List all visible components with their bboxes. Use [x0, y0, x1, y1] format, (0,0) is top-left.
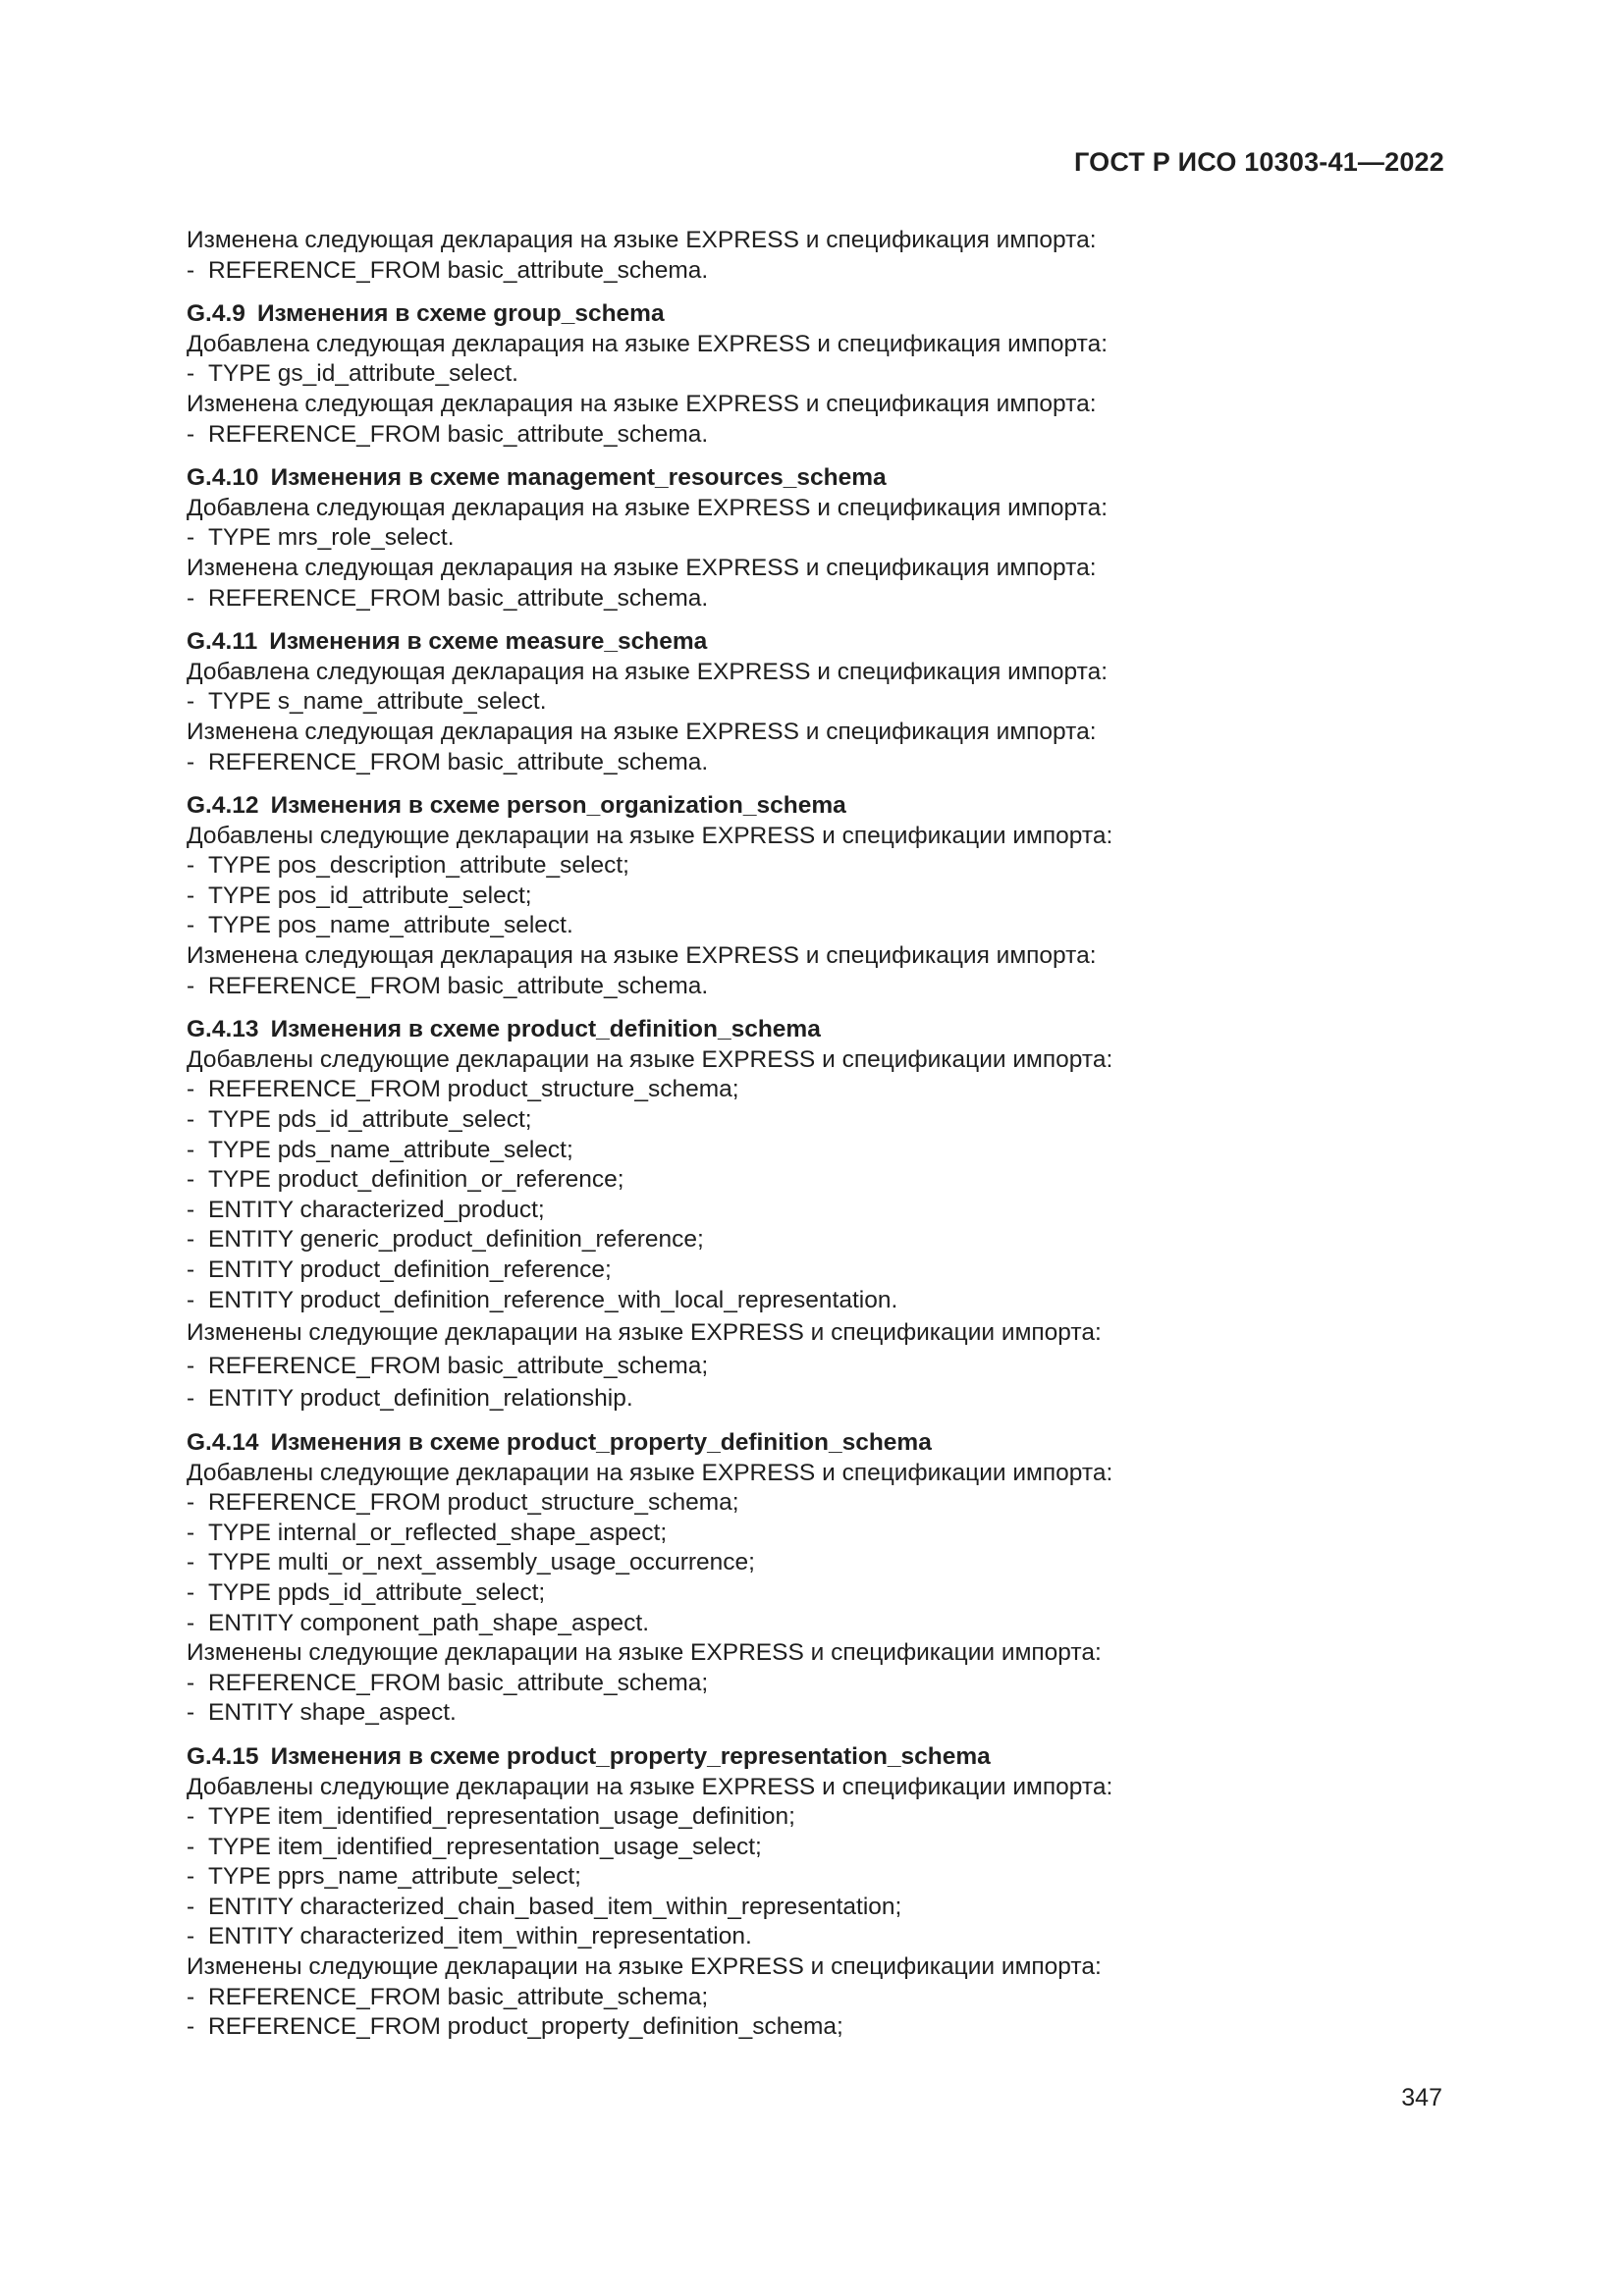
list-item — [187, 972, 1453, 1002]
dash-marker: - — [187, 1669, 195, 1696]
list-item — [187, 1255, 1453, 1286]
dash-marker: - — [187, 1489, 195, 1517]
list-item-text: ENTITY generic_product_definition_reference; — [208, 1226, 704, 1254]
section-g-4-9 — [187, 299, 1453, 450]
section-title: Изменения в схеме group_schema — [256, 300, 665, 328]
document-header: ГОСТ Р ИСО 10303-41—2022 — [1074, 147, 1444, 177]
list-item-text: REFERENCE_FROM basic_attribute_schema. — [208, 748, 709, 775]
section-number: G.4.9 — [187, 300, 245, 328]
section-number: G.4.15 — [187, 1742, 259, 1770]
dash-marker: - — [187, 1166, 195, 1194]
list-item-text: ENTITY characterized_item_within_representation. — [208, 1923, 752, 1950]
list-item — [187, 1983, 1453, 2013]
list-item-text: ENTITY product_definition_reference; — [208, 1256, 612, 1283]
list-item-text: REFERENCE_FROM product_structure_schema; — [208, 1489, 739, 1517]
section-heading — [187, 1015, 1453, 1045]
section-number: G.4.13 — [187, 1016, 259, 1043]
list-item-text: TYPE item_identified_representation_usage_definition; — [208, 1803, 795, 1831]
list-item — [187, 1578, 1453, 1609]
list-item — [187, 1105, 1453, 1136]
document-body — [187, 226, 1453, 2043]
dash-marker: - — [187, 1699, 195, 1727]
paragraph: Добавлены следующие декларации на языке EXPRESS и спецификации импорта: — [187, 1773, 1113, 1800]
list-item — [187, 359, 1453, 390]
list-item — [187, 881, 1453, 912]
section-heading — [187, 791, 1453, 822]
list-item — [187, 1548, 1453, 1578]
section-heading — [187, 1742, 1453, 1773]
section-g-4-10 — [187, 463, 1453, 614]
list-item — [187, 851, 1453, 881]
dash-marker: - — [187, 1803, 195, 1831]
paragraph: Добавлена следующая декларация на языке EXPRESS и спецификация импорта: — [187, 494, 1109, 521]
paragraph: Изменена следующая декларация на языке EXPRESS и спецификация импорта: — [187, 554, 1097, 581]
list-item-text: REFERENCE_FROM basic_attribute_schema. — [208, 584, 709, 612]
dash-marker: - — [187, 1833, 195, 1860]
list-item-text: REFERENCE_FROM basic_attribute_schema; — [208, 1352, 709, 1379]
dash-marker: - — [187, 912, 195, 939]
dash-marker: - — [187, 1256, 195, 1283]
dash-marker: - — [187, 1923, 195, 1950]
section-number: G.4.11 — [187, 628, 258, 656]
dash-marker: - — [187, 881, 195, 909]
list-item-text: ENTITY component_path_shape_aspect. — [208, 1609, 650, 1636]
list-item-text: TYPE mrs_role_select. — [208, 524, 455, 552]
section-title: Изменения в схеме product_property_representation_schema — [270, 1742, 991, 1770]
list-item — [187, 1225, 1453, 1255]
paragraph: Изменены следующие декларации на языке EXPRESS и спецификации импорта: — [187, 1319, 1102, 1347]
list-item — [187, 1286, 1453, 1316]
dash-marker: - — [187, 1549, 195, 1576]
dash-marker: - — [187, 1352, 195, 1379]
list-item-text: REFERENCE_FROM product_property_definition_schema; — [208, 2013, 843, 2041]
paragraph: Изменена следующая декларация на языке EXPRESS и спецификация импорта: — [187, 390, 1097, 417]
dash-marker: - — [187, 1106, 195, 1134]
list-item — [187, 1669, 1453, 1699]
list-item-text: ENTITY product_definition_reference_with_local_representation. — [208, 1286, 898, 1313]
dash-marker: - — [187, 688, 195, 716]
paragraph: Добавлены следующие декларации на языке EXPRESS и спецификации импорта: — [187, 1459, 1113, 1486]
paragraph: Добавлена следующая декларация на языке EXPRESS и спецификация импорта: — [187, 330, 1109, 357]
list-item — [187, 1698, 1453, 1729]
dash-marker: - — [187, 256, 195, 284]
list-item-text: TYPE item_identified_representation_usage_select; — [208, 1833, 762, 1860]
paragraph: Добавлены следующие декларации на языке EXPRESS и спецификации импорта: — [187, 822, 1113, 849]
list-item-text: TYPE internal_or_reflected_shape_aspect; — [208, 1519, 668, 1546]
list-item — [187, 256, 1453, 287]
list-item-text: TYPE pos_name_attribute_select. — [208, 912, 573, 939]
list-item — [187, 911, 1453, 941]
list-item — [187, 1196, 1453, 1226]
list-item-text: ENTITY characterized_chain_based_item_within_representation; — [208, 1893, 902, 1920]
section-title: Изменения в схеме product_definition_schema — [270, 1016, 821, 1043]
list-item — [187, 2012, 1453, 2043]
page-number: 347 — [1401, 2084, 1442, 2111]
list-item — [187, 1833, 1453, 1863]
list-item — [187, 420, 1453, 451]
list-item — [187, 1352, 1453, 1382]
dash-marker: - — [187, 972, 195, 999]
list-item — [187, 1519, 1453, 1549]
list-item — [187, 1488, 1453, 1519]
dash-marker: - — [187, 1893, 195, 1920]
list-item-text: REFERENCE_FROM basic_attribute_schema. — [208, 972, 709, 999]
section-title: Изменения в схеме person_organization_schema — [270, 792, 846, 820]
list-item — [187, 1609, 1453, 1639]
list-item-text: TYPE s_name_attribute_select. — [208, 688, 547, 716]
list-item-text: ENTITY product_definition_relationship. — [208, 1385, 633, 1413]
dash-marker: - — [187, 1196, 195, 1223]
section-heading — [187, 1428, 1453, 1459]
section-g-4-11 — [187, 627, 1453, 777]
dash-marker: - — [187, 1863, 195, 1891]
dash-marker: - — [187, 420, 195, 448]
dash-marker: - — [187, 1286, 195, 1313]
section-g-4-14 — [187, 1428, 1453, 1729]
list-item — [187, 523, 1453, 554]
list-item-text: TYPE ppds_id_attribute_select; — [208, 1578, 546, 1606]
paragraph: Изменена следующая декларация на языке EXPRESS и спецификация импорта: — [187, 718, 1097, 745]
list-item-text: ENTITY characterized_product; — [208, 1196, 545, 1223]
list-item-text: REFERENCE_FROM basic_attribute_schema; — [208, 1983, 709, 2010]
list-item — [187, 1922, 1453, 1952]
dash-marker: - — [187, 524, 195, 552]
paragraph: Изменена следующая декларация на языке EXPRESS и спецификация импорта: — [187, 227, 1097, 253]
list-item-text: TYPE product_definition_or_reference; — [208, 1166, 624, 1194]
list-item-text: ENTITY shape_aspect. — [208, 1699, 457, 1727]
dash-marker: - — [187, 852, 195, 880]
dash-marker: - — [187, 1983, 195, 2010]
paragraph: Изменена следующая декларация на языке EXPRESS и спецификация импорта: — [187, 942, 1097, 970]
list-item-text: TYPE pds_name_attribute_select; — [208, 1136, 573, 1163]
list-item-text: REFERENCE_FROM product_structure_schema; — [208, 1076, 739, 1103]
section-number: G.4.14 — [187, 1428, 259, 1456]
dash-marker: - — [187, 748, 195, 775]
section-title: Изменения в схеме management_resources_schema — [270, 464, 887, 492]
list-item-text: TYPE pos_id_attribute_select; — [208, 881, 532, 909]
list-item — [187, 1862, 1453, 1893]
section-title: Изменения в схеме measure_schema — [269, 628, 708, 656]
list-item — [187, 1165, 1453, 1196]
dash-marker: - — [187, 1136, 195, 1163]
list-item — [187, 584, 1453, 614]
section-g-4-13 — [187, 1015, 1453, 1415]
list-item-text: TYPE gs_id_attribute_select. — [208, 360, 518, 388]
dash-marker: - — [187, 1076, 195, 1103]
list-item-text: REFERENCE_FROM basic_attribute_schema. — [208, 256, 709, 284]
dash-marker: - — [187, 1385, 195, 1413]
list-item — [187, 687, 1453, 718]
list-item-text: TYPE pos_description_attribute_select; — [208, 852, 629, 880]
paragraph: Добавлена следующая декларация на языке EXPRESS и спецификация импорта: — [187, 658, 1109, 685]
dash-marker: - — [187, 360, 195, 388]
section-g-4-12 — [187, 791, 1453, 1001]
list-item — [187, 1075, 1453, 1105]
list-item-text: TYPE pds_id_attribute_select; — [208, 1106, 532, 1134]
dash-marker: - — [187, 1226, 195, 1254]
list-item — [187, 1802, 1453, 1833]
dash-marker: - — [187, 2013, 195, 2041]
intro-block — [187, 226, 1453, 286]
section-heading — [187, 627, 1453, 658]
list-item — [187, 748, 1453, 778]
list-item-text: TYPE multi_or_next_assembly_usage_occurrence; — [208, 1549, 755, 1576]
paragraph: Изменены следующие декларации на языке EXPRESS и спецификации импорта: — [187, 1953, 1102, 1981]
list-item — [187, 1136, 1453, 1166]
dash-marker: - — [187, 1578, 195, 1606]
section-title: Изменения в схеме product_property_definition_schema — [270, 1428, 932, 1456]
dash-marker: - — [187, 584, 195, 612]
list-item — [187, 1893, 1453, 1923]
list-item-text: REFERENCE_FROM basic_attribute_schema; — [208, 1669, 709, 1696]
dash-marker: - — [187, 1519, 195, 1546]
section-g-4-15 — [187, 1742, 1453, 2043]
list-item — [187, 1384, 1453, 1415]
section-heading — [187, 299, 1453, 330]
paragraph: Изменены следующие декларации на языке EXPRESS и спецификации импорта: — [187, 1639, 1102, 1667]
list-item-text: TYPE pprs_name_attribute_select; — [208, 1863, 581, 1891]
section-number: G.4.12 — [187, 792, 259, 820]
dash-marker: - — [187, 1609, 195, 1636]
paragraph: Добавлены следующие декларации на языке EXPRESS и спецификации импорта: — [187, 1045, 1113, 1073]
list-item-text: REFERENCE_FROM basic_attribute_schema. — [208, 420, 709, 448]
section-heading — [187, 463, 1453, 494]
section-number: G.4.10 — [187, 464, 259, 492]
